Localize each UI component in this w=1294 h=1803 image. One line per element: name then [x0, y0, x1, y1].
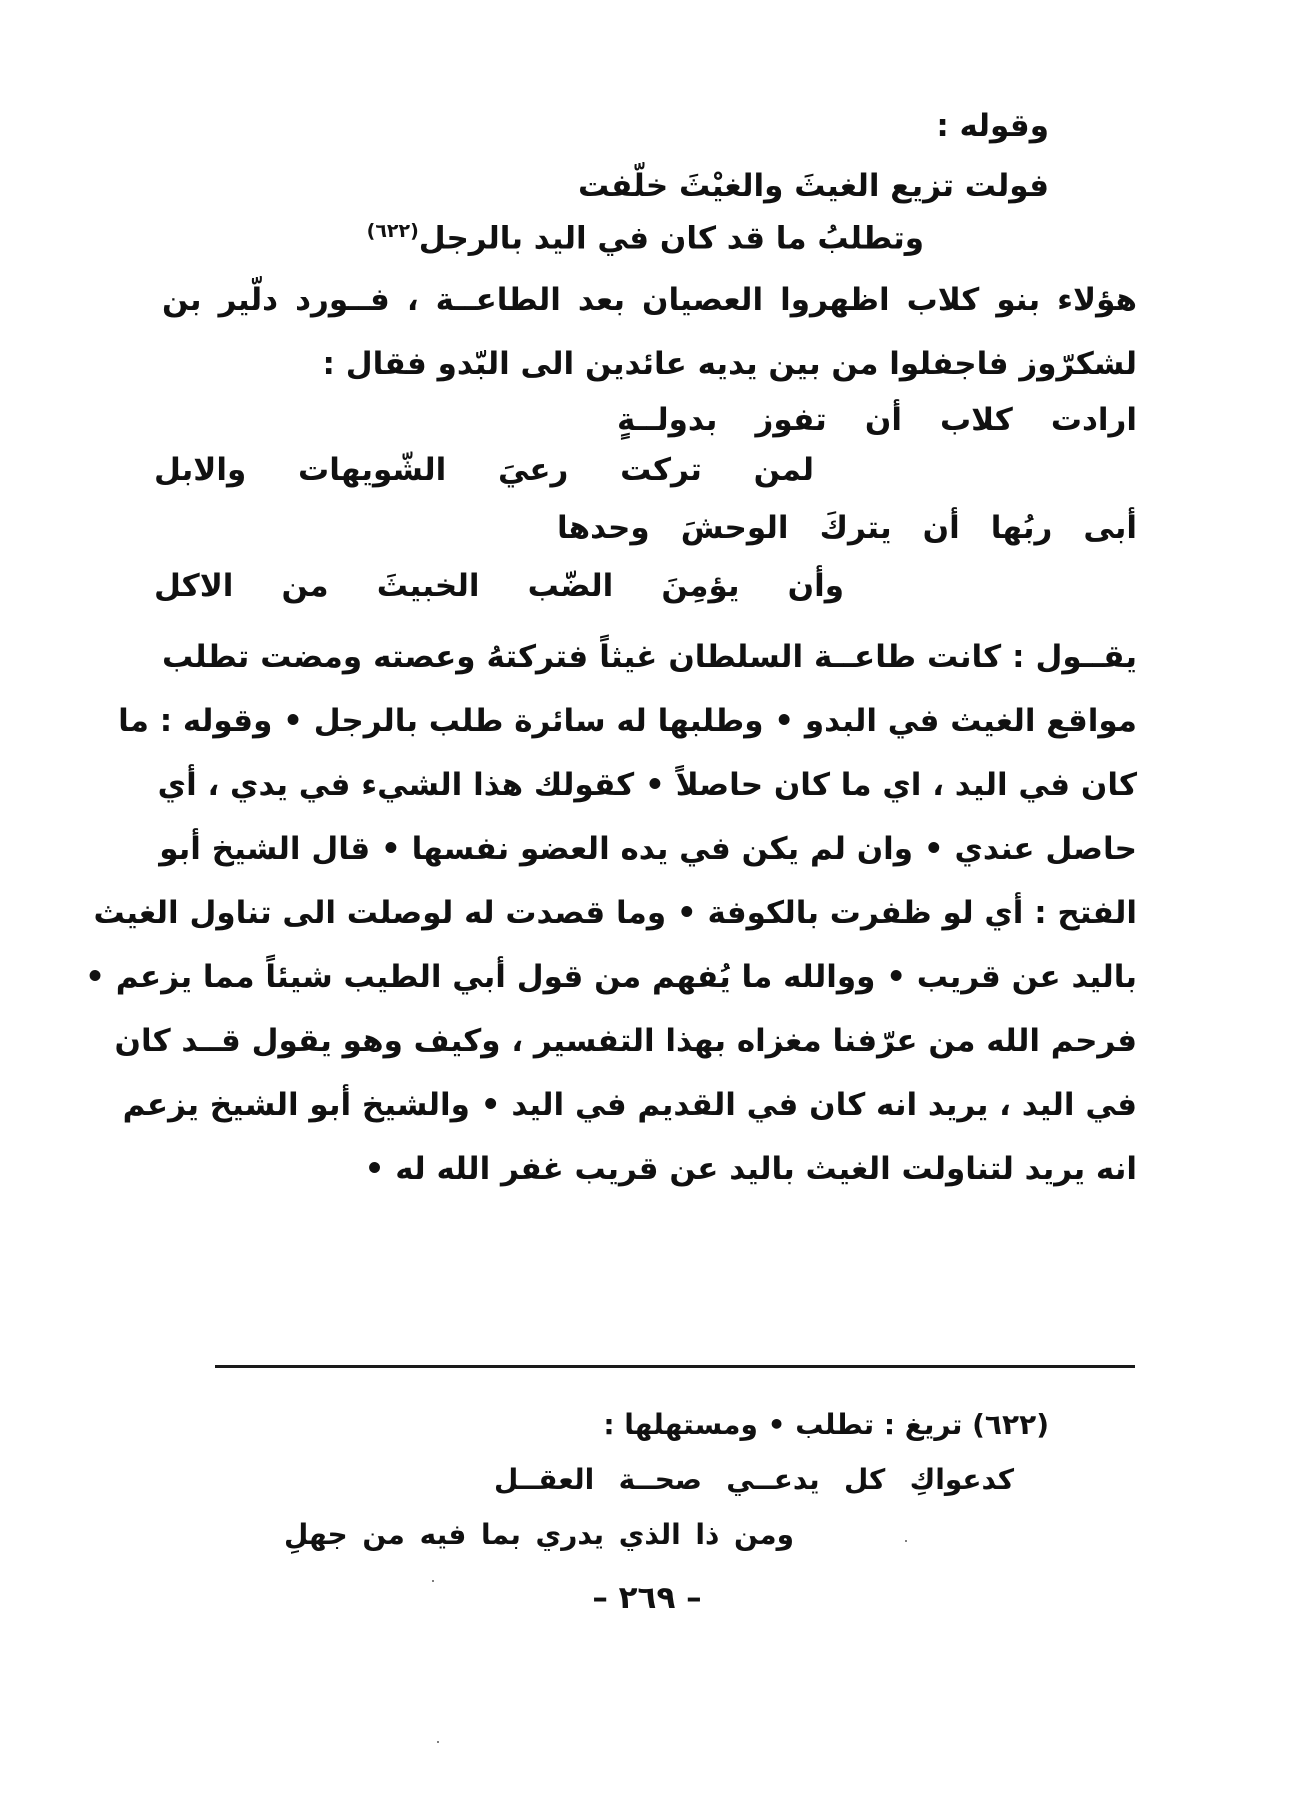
poem-line-1: ارادت كلاب أن تفوز بدولــةٍ [617, 402, 1137, 438]
paragraph-2-line-8: في اليد ، يريد انه كان في القديم في اليد • والشيخ أبو الشيخ يزعم [122, 1087, 1137, 1123]
verse-line-2-text: وتطلبُ ما قد كان في اليد بالرجل [418, 220, 924, 257]
verse-line-2 [367, 220, 924, 256]
footnote-reference: (٦٢٢) [366, 220, 419, 242]
footnote-verse-line-2: ومن ذا الذي يدري بما فيه من جهلِ [284, 1518, 794, 1551]
verse-line-1: فولت تزيع الغيثَ والغيْثَ خلّفت [578, 168, 1049, 204]
footnote-divider [215, 1365, 1135, 1368]
intro-line: وقوله : [936, 108, 1049, 144]
paragraph-2-line-7: فرحم الله من عرّفنا مغزاه بهذا التفسير ، وكيف وهو يقول قــد كان [114, 1023, 1137, 1059]
paragraph-2-line-3: كان في اليد ، اي ما كان حاصلاً • كقولك هذا الشيء في يدي ، أي [157, 767, 1137, 803]
paragraph-2-line-2: مواقع الغيث في البدو • وطلبها له سائرة طلب بالرجل • وقوله : ما [118, 703, 1137, 739]
paragraph-1 [162, 268, 1137, 396]
paragraph-2-line-5: الفتح : أي لو ظفرت بالكوفة • وما قصدت له لوصلت الى تناول الغيث [93, 895, 1137, 931]
poem-line-4: وأن يؤمِنَ الضّب الخبيثَ من الاكل [154, 568, 844, 604]
scan-speck [437, 1741, 439, 1743]
footnote-head: (٦٢٢) تريغ : تطلب • ومستهلها : [603, 1408, 1049, 1441]
paragraph-2-line-6: باليد عن قريب • ووالله ما يُفهم من قول أبي الطيب شيئاً مما يزعم • [85, 959, 1137, 995]
scan-speck [432, 1580, 434, 1582]
scan-speck [905, 1540, 907, 1542]
paragraph-2 [85, 625, 1137, 1201]
poem-line-3: أبى ربُها أن يتركَ الوحشَ وحدها [557, 510, 1137, 546]
paragraph-2-line-9: انه يريد لتناولت الغيث باليد عن قريب غفر الله له • [364, 1151, 1137, 1187]
paragraph-1-line-2: لشكرّوز فاجفلوا من بين يديه عائدين الى البّدو فقال : [322, 346, 1137, 382]
poem-line-2: لمن تركت رعيَ الشّويهات والابل [154, 452, 814, 488]
paragraph-2-line-4: حاصل عندي • وان لم يكن في يده العضو نفسها • قال الشيخ أبو [159, 831, 1137, 867]
page-number: – ٢٦٩ – [592, 1580, 702, 1616]
paragraph-1-line-1: هؤلاء بنو كلاب اظهروا العصيان بعد الطاعــة ، فــورد دلّير بن [162, 282, 1137, 318]
footnote-verse-line-1: كدعواكِ كل يدعــي صحــة العقــل [494, 1463, 1014, 1496]
paragraph-2-line-1: يقــول : كانت طاعــة السلطان غيثاً فتركتهُ وعصته ومضت تطلب [162, 639, 1137, 675]
